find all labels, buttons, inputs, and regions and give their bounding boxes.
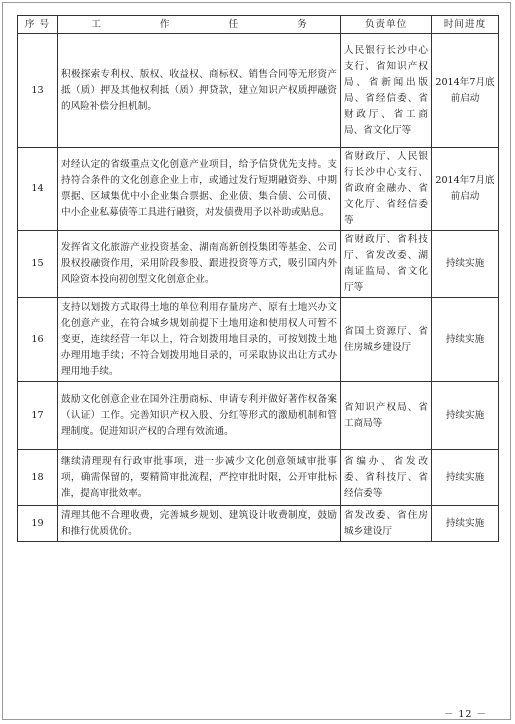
- row-unit: 省国土资源厅、省住房城乡建设厅: [341, 298, 432, 382]
- row-time: 持续实施: [432, 382, 499, 450]
- row-task: 对经认定的省级重点文化创意产业项目，给予信贷优先支持。支持符合条件的文化创意企业上市，或通过发行短期融资券、中期票据、区域集优中小企业集合票据、企业债、集合债、公司债、中小企业私募债等工具进行融资，对发债费用予以补助或贴息。: [58, 148, 341, 231]
- table-row: [18, 34, 499, 148]
- policy-task-table: [17, 15, 499, 542]
- row-unit: 省财政厅、人民银行长沙中心支行、省政府金融办、省文化厅、省经信委等: [341, 148, 432, 231]
- row-time: 持续实施: [432, 450, 499, 506]
- header-unit: 负责单位: [341, 16, 432, 34]
- row-time: 持续实施: [432, 298, 499, 382]
- row-task: 鼓励文化创意企业在国外注册商标、申请专利并做好著作权备案（认证）工作。完善知识产权入股、分红等形式的激励机制和管理制度。促进知识产权的合理有效流通。: [58, 382, 341, 450]
- row-task: 清理其他不合理收费，完善城乡规划、建筑设计收费制度，鼓励和推行优质优价。: [58, 506, 341, 542]
- table-row: [18, 382, 499, 450]
- row-time: 持续实施: [432, 231, 499, 298]
- row-number: 19: [18, 506, 58, 542]
- row-number: 17: [18, 382, 58, 450]
- table-row: [18, 450, 499, 506]
- header-time: 时间进度: [432, 16, 499, 34]
- row-number: 16: [18, 298, 58, 382]
- row-number: 18: [18, 450, 58, 506]
- row-unit: 省财政厅、省科技厅、省发改委、湖南证监局、省文化厅等: [341, 231, 432, 298]
- page-number: － 12 －: [443, 709, 487, 720]
- header-task: 工 作 任 务: [58, 16, 341, 34]
- row-number: 14: [18, 148, 58, 231]
- row-number: 15: [18, 231, 58, 298]
- row-unit: 省编办、省发改委、省科技厅、省经信委等: [341, 450, 432, 506]
- row-task: 积极探索专利权、版权、收益权、商标权、销售合同等无形资产抵（质）押及其他权利抵（质）押贷款，建立知识产权质押融资的风险补偿分担机制。: [58, 34, 341, 148]
- table-row: [18, 231, 499, 298]
- row-unit: 省知识产权局、省工商局等: [341, 382, 432, 450]
- row-time: 持续实施: [432, 506, 499, 542]
- row-unit: 人民银行长沙中心支行、省知识产权局、省新闻出版局、省经信委、省财政厅、省工商局、省文化厅等: [341, 34, 432, 148]
- row-number: 13: [18, 34, 58, 148]
- table-header-row: [18, 16, 499, 34]
- row-task: 支持以划拨方式取得土地的单位利用存量房产、原有土地兴办文化创意产业，在符合城乡规划前提下土地用途和使用权人可暂不变更，连续经营一年以上，符合划拨用地目录的，可按划拨土地办理用地手续；不符合划拨用地目录的，可采取协议出让方式办理用地手续。: [58, 298, 341, 382]
- table-row: [18, 506, 499, 542]
- row-time: 2014年7月底前启动: [432, 34, 499, 148]
- row-time: 2014年7月底前启动: [432, 148, 499, 231]
- row-task: 发挥省文化旅游产业投资基金、湖南高新创投集团等基金、公司股权投融资作用，采用阶段参股、跟进投资等方式，吸引国内外风险资本投向初创型文化创意企业。: [58, 231, 341, 298]
- table-row: [18, 298, 499, 382]
- table-row: [18, 148, 499, 231]
- row-unit: 省发改委、省住房城乡建设厅: [341, 506, 432, 542]
- header-no: 序 号: [18, 16, 58, 34]
- row-task: 继续清理现有行政审批事项，进一步减少文化创意领域审批事项，确需保留的，要精简审批流程，严控审批时限，公开审批标准，提高审批效率。: [58, 450, 341, 506]
